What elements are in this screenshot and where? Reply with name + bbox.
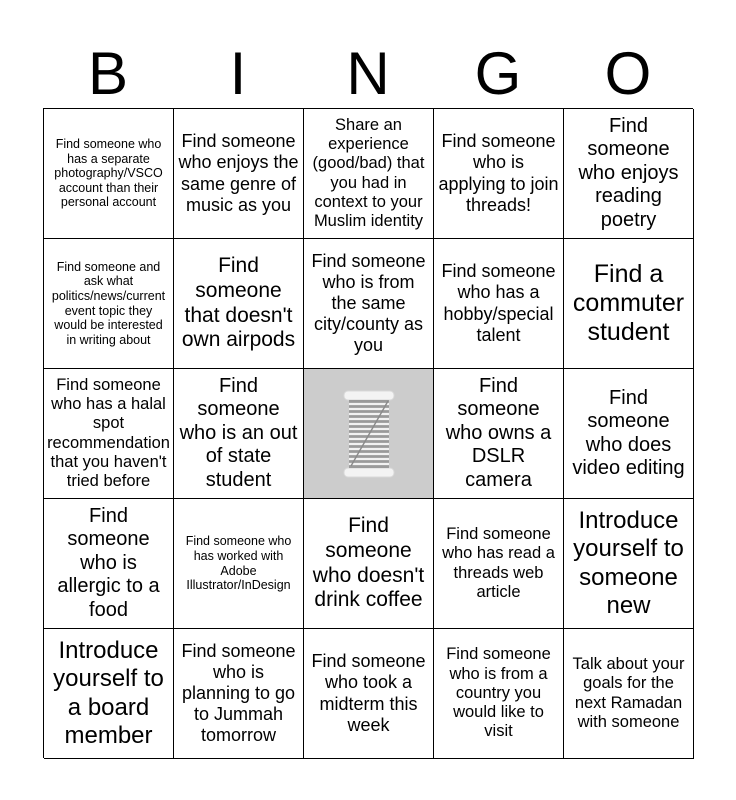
- bingo-cell[interactable]: [174, 109, 304, 239]
- bingo-cell[interactable]: [564, 369, 694, 499]
- cell-text: Find someone who is planning to go to Jummah tomorrow: [181, 640, 296, 746]
- header-letter-g: G: [474, 40, 522, 107]
- bingo-cell[interactable]: [564, 239, 694, 369]
- cell-text: Find someone who is applying to join threads!: [438, 131, 559, 215]
- bingo-cell[interactable]: [174, 369, 304, 499]
- bingo-cell[interactable]: [44, 239, 174, 369]
- thread-spool-icon: [338, 389, 400, 479]
- bingo-board: [43, 108, 693, 758]
- cell-text: Find someone who enjoys the same genre of music as you: [178, 131, 299, 215]
- cell-text: Introduce yourself to someone new: [573, 507, 684, 619]
- bingo-cell[interactable]: [44, 499, 174, 629]
- bingo-cell[interactable]: [434, 239, 564, 369]
- bingo-cell[interactable]: [44, 369, 174, 499]
- cell-text: Find someone who has a halal spot recommendation that you haven't tried before: [47, 375, 170, 491]
- cell-text: Find someone who has a hobby/special talent: [441, 261, 556, 345]
- header-letter-b: B: [87, 40, 129, 107]
- cell-text: Find someone who has a separate photography/VSCO account than their personal account: [54, 136, 163, 210]
- header-letter-n: N: [346, 40, 390, 107]
- bingo-cell[interactable]: [174, 499, 304, 629]
- bingo-cell[interactable]: [434, 369, 564, 499]
- cell-text: Find someone who took a midterm this week: [311, 651, 426, 735]
- cell-text: Share an experience (good/bad) that you had in context to your Muslim identity: [312, 115, 425, 231]
- bingo-cell[interactable]: [304, 499, 434, 629]
- cell-text: Find someone who enjoys reading poetry: [578, 115, 679, 231]
- cell-text: Find someone who owns a DSLR camera: [445, 375, 552, 491]
- bingo-cell[interactable]: [564, 629, 694, 759]
- header-letter-o: O: [604, 40, 652, 107]
- bingo-cell[interactable]: [304, 629, 434, 759]
- bingo-cell[interactable]: [44, 629, 174, 759]
- cell-text: Find someone and ask what politics/news/current event topic they would be interested in writing about: [51, 259, 166, 347]
- cell-text: Find someone who is an out of state student: [179, 375, 298, 491]
- cell-text: Find someone who is from a country you would like to visit: [446, 645, 551, 741]
- bingo-cell[interactable]: [434, 499, 564, 629]
- bingo-cell[interactable]: [174, 239, 304, 369]
- cell-text: Find someone who doesn't drink coffee: [312, 514, 425, 612]
- header-letter-i: I: [229, 40, 247, 107]
- cell-text: Find someone who has worked with Adobe Illustrator/InDesign: [185, 534, 292, 593]
- bingo-cell[interactable]: [304, 109, 434, 239]
- cell-text: Find someone who is from the same city/county as you: [311, 250, 426, 356]
- bingo-cell[interactable]: [304, 239, 434, 369]
- cell-text: Find a commuter student: [572, 259, 685, 347]
- bingo-cell[interactable]: [44, 109, 174, 239]
- cell-text: Talk about your goals for the next Ramadan with someone: [572, 654, 685, 731]
- bingo-cell[interactable]: [434, 109, 564, 239]
- cell-text: Find someone who has read a threads web article: [442, 524, 555, 601]
- cell-text: Find someone that doesn't own airpods: [181, 254, 296, 352]
- bingo-cell[interactable]: [564, 499, 694, 629]
- bingo-header: [43, 40, 693, 108]
- bingo-cell[interactable]: [564, 109, 694, 239]
- cell-text: Find someone who does video editing: [572, 386, 685, 479]
- cell-text: Introduce yourself to a board member: [53, 637, 164, 749]
- free-space-cell[interactable]: [304, 369, 434, 499]
- cell-text: Find someone who is allergic to a food: [57, 505, 160, 621]
- bingo-cell[interactable]: [434, 629, 564, 759]
- bingo-cell[interactable]: [174, 629, 304, 759]
